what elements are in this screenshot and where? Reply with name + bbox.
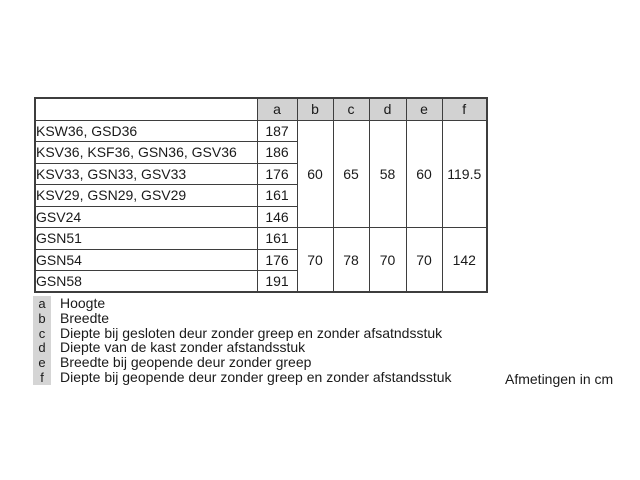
- column-header-a: a: [257, 98, 297, 120]
- value-cell-a: 187: [257, 120, 297, 142]
- legend-text-c: Diepte bij gesloten deur zonder greep en zonder afsatndsstuk: [60, 324, 443, 341]
- legend-text-d: Diepte van de kast zonder afstandsstuk: [60, 339, 306, 356]
- column-header-f: f: [442, 98, 487, 120]
- value-cell-e: 70: [406, 228, 442, 293]
- legend-key-d: d: [33, 340, 51, 355]
- model-cell: GSN54: [35, 249, 257, 271]
- model-cell: GSN58: [35, 271, 257, 293]
- model-cell: KSV29, GSN29, GSV29: [35, 185, 257, 207]
- model-cell: GSN51: [35, 228, 257, 250]
- value-cell-a: 186: [257, 142, 297, 164]
- column-header-c: c: [333, 98, 369, 120]
- model-cell: KSW36, GSD36: [35, 120, 257, 142]
- legend-key-c: c: [33, 326, 51, 341]
- value-cell-a: 191: [257, 271, 297, 293]
- legend-item-a: [33, 296, 452, 311]
- value-cell-d: 58: [369, 120, 406, 228]
- value-cell-c: 65: [333, 120, 369, 228]
- legend-item-b: [33, 311, 452, 326]
- legend-item-d: [33, 340, 452, 355]
- legend-text-a: Hoogte: [60, 295, 106, 311]
- value-cell-d: 70: [369, 228, 406, 293]
- table-header-row: [35, 98, 487, 120]
- column-header-e: e: [406, 98, 442, 120]
- legend-text-f: Diepte bij geopende deur zonder greep en zonder afstandsstuk: [60, 368, 452, 385]
- legend-item-f: [33, 370, 452, 385]
- legend-key-b: b: [33, 311, 51, 326]
- table-row: [35, 120, 487, 142]
- dimensions-unit-note: Afmetingen in cm: [505, 371, 614, 387]
- value-cell-f: 142: [442, 228, 487, 293]
- column-header-d: d: [369, 98, 406, 120]
- legend-item-c: [33, 326, 452, 341]
- value-cell-a: 161: [257, 228, 297, 250]
- column-header-b: b: [297, 98, 333, 120]
- legend-item-e: [33, 355, 452, 370]
- value-cell-e: 60: [406, 120, 442, 228]
- legend-key-e: e: [33, 355, 51, 370]
- value-cell-b: 70: [297, 228, 333, 293]
- value-cell-c: 78: [333, 228, 369, 293]
- model-cell: GSV24: [35, 206, 257, 228]
- legend-key-a: a: [33, 296, 51, 311]
- dimensions-table: [34, 97, 488, 293]
- value-cell-b: 60: [297, 120, 333, 228]
- legend-text-b: Breedte: [60, 309, 110, 326]
- value-cell-a: 146: [257, 206, 297, 228]
- table-row: [35, 228, 487, 250]
- legend: [33, 296, 452, 385]
- value-cell-a: 176: [257, 163, 297, 185]
- value-cell-a: 161: [257, 185, 297, 207]
- model-cell: KSV36, KSF36, GSN36, GSV36: [35, 142, 257, 164]
- legend-text-e: Breedte bij geopende deur zonder greep: [60, 354, 312, 371]
- model-cell: KSV33, GSN33, GSV33: [35, 163, 257, 185]
- value-cell-f: 119.5: [442, 120, 487, 228]
- legend-key-f: f: [33, 370, 51, 385]
- value-cell-a: 176: [257, 249, 297, 271]
- table-corner-cell: [35, 98, 257, 120]
